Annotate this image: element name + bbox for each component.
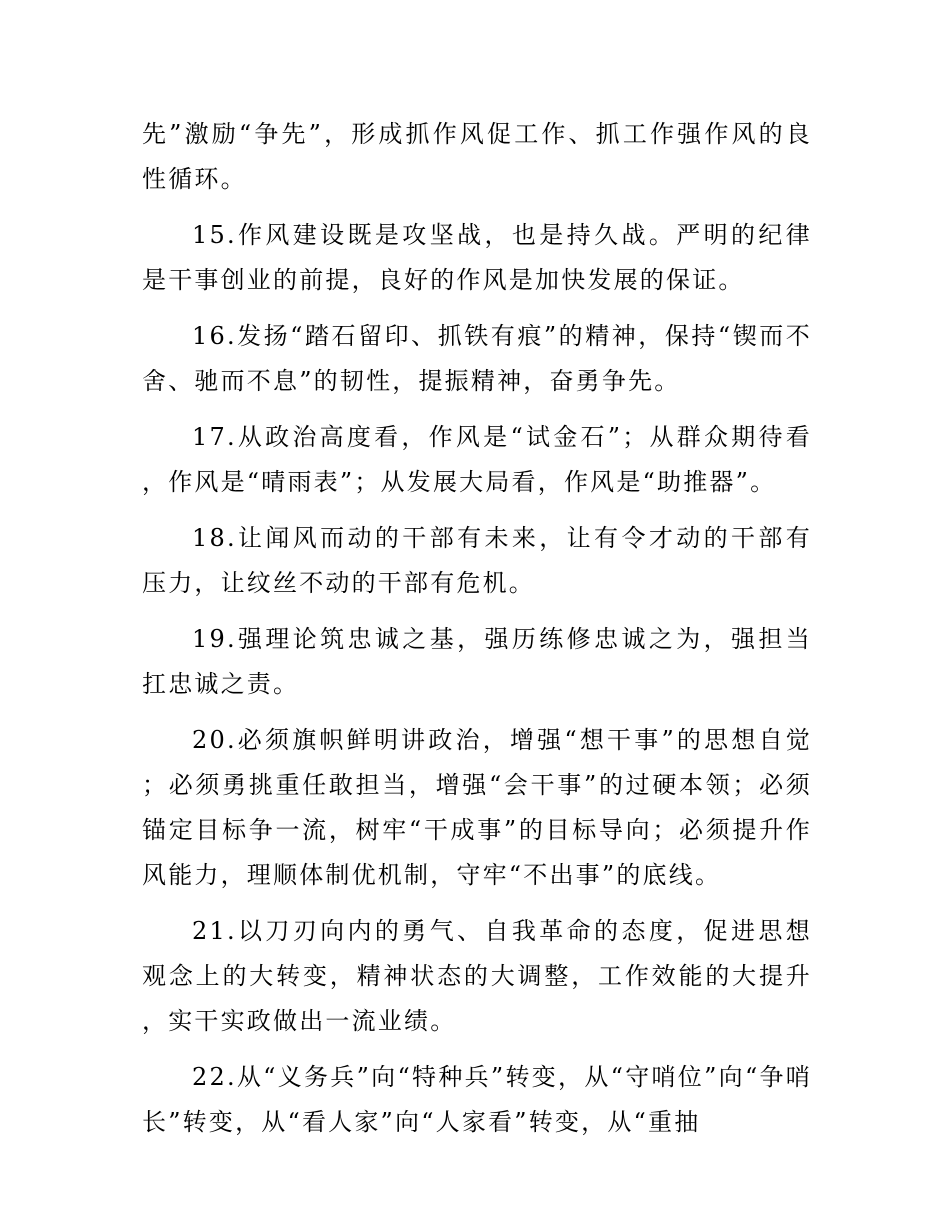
document-page (142, 112, 812, 1156)
paragraph-15: 15.作风建设既是攻坚战，也是持久战。严明的纪律是干事创业的前提，良好的作风是加快发展的保证。 (142, 221, 812, 294)
paragraph-20: 20.必须旗帜鲜明讲政治，增强“想干事”的思想自觉；必须勇挑重任敢担当，增强“会干事”的过硬本领；必须锚定目标争一流，树牢“干成事”的目标导向；必须提升作风能力，理顺体制优机制，守牢“不出事”的底线。 (142, 726, 812, 889)
paragraph-19: 19.强理论筑忠诚之基，强历练修忠诚之为，强担当扛忠诚之责。 (142, 625, 812, 698)
paragraph-16: 16.发扬“踏石留印、抓铁有痕”的精神，保持“锲而不舍、驰而不息”的韧性，提振精神，奋勇争先。 (142, 322, 812, 395)
paragraph-continuation: 先”激励“争先”，形成抓作风促工作、抓工作强作风的良性循环。 (142, 120, 812, 193)
paragraph-18: 18.让闻风而动的干部有未来，让有令才动的干部有压力，让纹丝不动的干部有危机。 (142, 524, 812, 597)
paragraph-17: 17.从政治高度看，作风是“试金石”；从群众期待看，作风是“晴雨表”；从发展大局看，作风是“助推器”。 (142, 423, 812, 496)
paragraph-22: 22.从“义务兵”向“特种兵”转变，从“守哨位”向“争哨长”转变，从“看人家”向“人家看”转变，从“重抽 (142, 1063, 812, 1136)
paragraph-21: 21.以刀刃向内的勇气、自我革命的态度，促进思想观念上的大转变，精神状态的大调整，工作效能的大提升，实干实政做出一流业绩。 (142, 917, 812, 1035)
